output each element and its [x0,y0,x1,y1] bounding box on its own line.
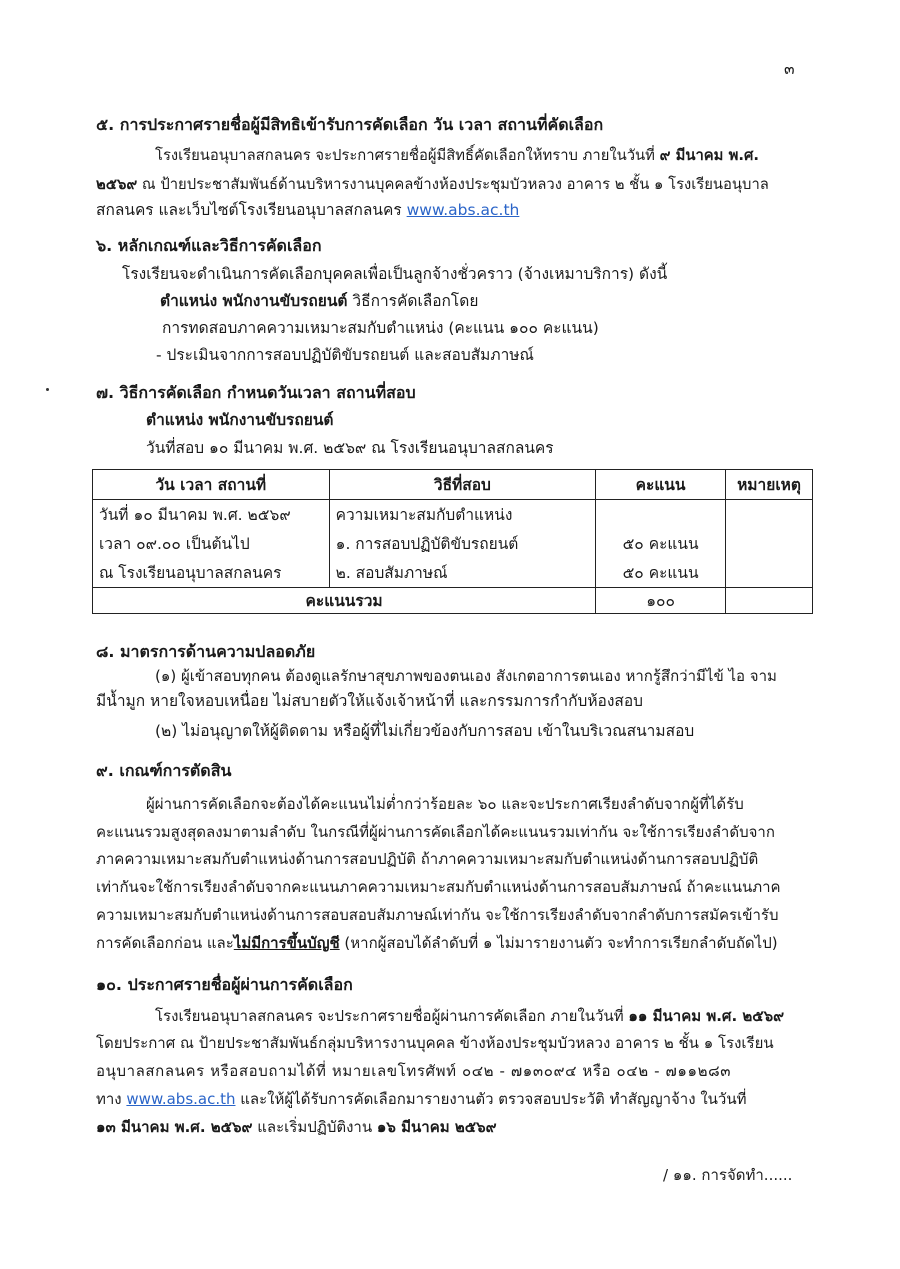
table-cell: เวลา ๐๙.๐๐ เป็นต้นไป [93,529,330,558]
text: การคัดเลือกก่อน และ [96,934,234,952]
section-6-line-3: การทดสอบภาคความเหมาะสมกับตำแหน่ง (คะแนน ๑๐๐ คะแนน) [162,319,599,337]
text: ณ ป้ายประชาสัมพันธ์ด้านบริหารงานบุคคลข้างห้องประชุมบัวหลวง อาคาร ๒ ชั้น ๑ โรงเรียนอนุบาล [137,176,769,193]
section-7-line-1: ตำแหน่ง พนักงานขับรถยนต์ [146,411,334,429]
section-9-line-1: ผู้ผ่านการคัดเลือกจะต้องได้คะแนนไม่ต่ำกว่าร้อยละ ๖๐ และจะประกาศเรียงลำดับจากผู้ที่ได้รับ [146,795,744,813]
table-header: คะแนน [596,470,726,500]
section-5-line-1 [155,144,759,168]
table-header: วิธีที่สอบ [329,470,596,500]
table-cell [726,529,813,558]
section-6-line-1: โรงเรียนจะดำเนินการคัดเลือกบุคคลเพื่อเป็นลูกจ้างชั่วคราว (จ้างเหมาบริการ) ดังนี้ [122,265,668,283]
table-cell: ๕๐ คะแนน [596,529,726,558]
table-row [93,529,813,558]
page-number: ๓ [784,60,795,78]
table-cell: ณ โรงเรียนอนุบาลสกลนคร [93,558,330,588]
table-total-row [93,588,813,614]
section-9-line-5: ความเหมาะสมกับตำแหน่งด้านการสอบสอบสัมภาษณ์เท่ากัน จะใช้การเรียงลำดับจากลำดับการสมัครเข้ารับ [96,906,779,924]
date-bold: ๑๖ มีนาคม ๒๕๖๙ [376,1118,497,1136]
date-bold: ๑๓ มีนาคม พ.ศ. ๒๕๖๙ [96,1118,253,1136]
table-row [93,558,813,588]
text: สกลนคร และเว็บไซต์โรงเรียนอนุบาลสกลนคร [96,201,407,219]
section-10-line-2: โดยประกาศ ณ ป้ายประชาสัมพันธ์กลุ่มบริหารงานบุคคล ข้างห้องประชุมบัวหลวง อาคาร ๒ ชั้น ๑ โรงเรียน [96,1034,774,1052]
text: และเริ่มปฏิบัติงาน [252,1118,377,1136]
section-9-line-6 [96,931,778,955]
date-bold: ๑๑ มีนาคม พ.ศ. ๒๕๖๙ [628,1007,785,1025]
section-9-line-4: เท่ากันจะใช้การเรียงลำดับจากคะแนนภาคความเหมาะสมกับตำแหน่งด้านการสอบสัมภาษณ์ ถ้าคะแนนภาค [96,878,781,896]
section-8-line-3: (๒) ไม่อนุญาตให้ผู้ติดตาม หรือผู้ที่ไม่เกี่ยวข้องกับการสอบ เข้าในบริเวณสนามสอบ [155,722,695,740]
section-7-heading: ๗. วิธีการคัดเลือก กำหนดวันเวลา สถานที่สอบ [96,383,416,402]
section-6-line-4: - ประเมินจากการสอบปฏิบัติขับรถยนต์ และสอบสัมภาษณ์ [156,346,534,364]
section-6-heading: ๖. หลักเกณฑ์และวิธีการคัดเลือก [96,236,322,255]
continued-footer: / ๑๑. การจัดทำ...... [663,1166,793,1184]
table-cell: ความเหมาะสมกับตำแหน่ง [329,500,596,530]
section-10-line-1 [155,1004,784,1028]
section-8-line-1: (๑) ผู้เข้าสอบทุกคน ต้องดูแลรักษาสุขภาพของตนเอง สังเกตอาการตนเอง หากรู้สึกว่ามีไข้ ไอ จาม [155,667,777,685]
date-bold: ๙ มีนาคม พ.ศ. [659,147,759,164]
section-10-line-4 [96,1087,746,1111]
text: โรงเรียนอนุบาลสกลนคร จะประกาศรายชื่อผู้ผ่านการคัดเลือก ภายในวันที่ [155,1007,629,1025]
section-10-heading: ๑๐. ประกาศรายชื่อผู้ผ่านการคัดเลือก [96,975,353,994]
section-9-heading: ๙. เกณฑ์การตัดสิน [96,761,232,780]
no-list-underline: ไม่มีการขึ้นบัญชี [233,934,340,952]
table-row [93,500,813,530]
table-cell: วันที่ ๑๐ มีนาคม พ.ศ. ๒๕๖๙ [93,500,330,530]
position-bold: ตำแหน่ง พนักงานขับรถยนต์ [160,292,348,310]
stray-dot [46,388,49,391]
section-8-heading: ๘. มาตรการด้านความปลอดภัย [96,642,316,661]
table-header: หมายเหตุ [726,470,813,500]
text: ทาง [96,1090,127,1108]
total-value: ๑๐๐ [596,588,726,614]
section-5-line-2 [96,173,769,197]
website-link[interactable]: www.abs.ac.th [126,1090,236,1108]
section-5-line-3 [96,198,519,222]
section-10-line-3: อนุบาลสกลนคร หรือสอบถามได้ที่ หมายเลขโทรศัพท์ ๐๔๒ - ๗๑๓๐๙๔ หรือ ๐๔๒ - ๗๑๑๒๘๓ [96,1062,732,1080]
section-8-line-2: มีน้ำมูก หายใจหอบเหนื่อย ไม่สบายตัวให้แจ้งเจ้าหน้าที่ และกรรมการกำกับห้องสอบ [96,692,644,710]
section-9-line-2: คะแนนรวมสูงสุดลงมาตามลำดับ ในกรณีที่ผู้ผ่านการคัดเลือกได้คะแนนรวมเท่ากัน จะใช้การเรียงลำดับจาก [96,823,775,841]
table-cell: ๒. สอบสัมภาษณ์ [329,558,596,588]
section-9-line-3: ภาคความเหมาะสมกับตำแหน่งด้านการสอบปฏิบัติ ถ้าภาคความเหมาะสมกับตำแหน่งด้านการสอบปฏิบัติ [96,850,759,868]
table-cell: ๕๐ คะแนน [596,558,726,588]
table-cell: ๑. การสอบปฏิบัติขับรถยนต์ [329,529,596,558]
text: โรงเรียนอนุบาลสกลนคร จะประกาศรายชื่อผู้มีสิทธิ์คัดเลือกให้ทราบ ภายในวันที่ [155,147,660,164]
table-header-row [93,470,813,500]
total-label: คะแนนรวม [93,588,596,614]
year-bold: ๒๕๖๙ [96,176,138,193]
table-cell [726,500,813,530]
exam-schedule-table [92,469,813,614]
section-6-line-2 [160,289,478,313]
text: และให้ผู้ได้รับการคัดเลือกมารายงานตัว ตรวจสอบประวัติ ทำสัญญาจ้าง ในวันที่ [235,1090,747,1108]
table-cell [596,500,726,530]
section-7-line-2: วันที่สอบ ๑๐ มีนาคม พ.ศ. ๒๕๖๙ ณ โรงเรียนอนุบาลสกลนคร [146,439,554,457]
website-link[interactable]: www.abs.ac.th [406,201,520,219]
table-cell [726,588,813,614]
text: วิธีการคัดเลือกโดย [347,292,479,310]
text: (หากผู้สอบได้ลำดับที่ ๑ ไม่มารายงานตัว จะทำการเรียกลำดับถัดไป) [339,934,778,952]
table-cell [726,558,813,588]
section-10-line-5 [96,1115,497,1139]
section-5-heading: ๕. การประกาศรายชื่อผู้มีสิทธิเข้ารับการคัดเลือก วัน เวลา สถานที่คัดเลือก [96,115,604,134]
table-header: วัน เวลา สถานที่ [93,470,330,500]
